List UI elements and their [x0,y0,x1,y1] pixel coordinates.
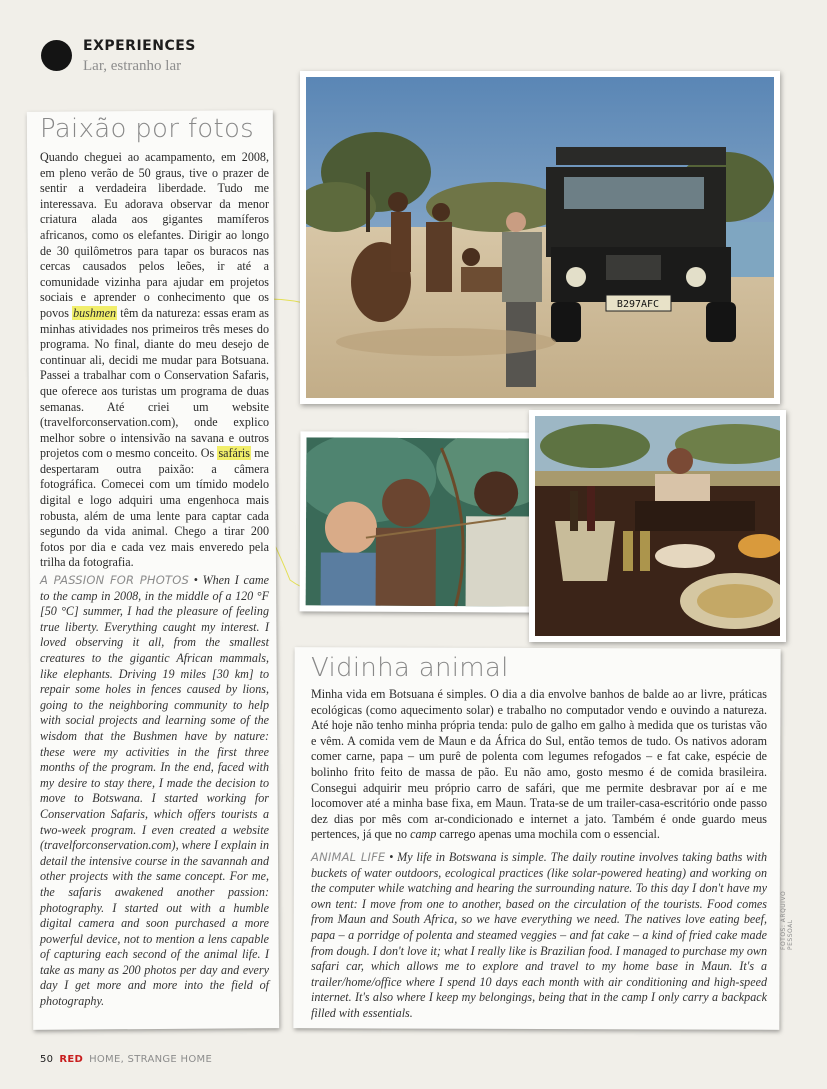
article-body-photos [40,150,269,1010]
archery-image [306,437,544,606]
footer-title: HOME, STRANGE HOME [89,1054,213,1065]
safari-truck-image [306,77,774,398]
article-title-animal: Vidinha animal [311,653,509,683]
article-body-animal [311,687,767,1021]
page-number: 50 [40,1054,54,1065]
en-paragraph: ANIMAL LIFE • My life in Botswana is simple. The daily routine involves taking baths with buckets of water outdoors, ecological practices (like solar-powered heating) and working on the computer while watching and hearing the surrounding nature. To this day I don't have my own tent: I move from one to another, based on the circulation of the tourists. Food comes from Maun and South Africa, so we have everything we need. The natives love eating beef, papa – a porridge of polenta and steamed veggies – and fat cake – a kind of fried cake made from dough. I don't love it; what I really like is Brazilian food. I managed to purchase my own safari car, which allows me to explore and travel to my home base in Maun. It's a trailer/home/office where I spend 10 days each month with air conditioning and high-speed internet. It's also where I keep my belongings, being that in the camp I only carry a backpack filled with essentials. [311,849,767,1020]
section-label: EXPERIENCES [83,38,196,54]
highlight-bushmen: bushmen [73,305,117,320]
license-plate-text: B297AFC [616,299,660,310]
photo-safari-truck [300,71,780,404]
highlight-safaris: safáris [218,446,251,461]
en-paragraph: A PASSION FOR PHOTOS • When I came to the camp in 2008, in the middle of a 120 °F [50 °C] summer, I had the pleasure of feeling true liberty. Everything caught my interest. I loved observing it all, from the smallest creatures to the gigantic African mammals, like elephants. Driving 19 miles [30 km] to repair some holes in fences caused by lions, going to the neighboring community to help with social projects and learning some of the wisdom that the Bushmen have by nature: these were my activities in the first three months of the program. In the end, faced with my desire to stay there, I made the decision to move to Botswana. I started working for Conservation Safaris, which offers tourists a two-week program. I even created a website (travelforconservation.com), where I explain in detail the intensive course in the savannah and other projects with the same concept. For me, the safaris awakened another passion: photography. I started out with a humble digital camera and soon purchased a more powerful device, not to mention a lens capable of capturing each second of the animal life. I take as many as 200 photos per day and every day I get more and more into the field of photography. [40,573,270,1009]
section-subtitle: Lar, estranho lar [83,58,182,74]
pt-paragraph: Quando cheguei ao acampamento, em 2008, em pleno verão de 50 graus, tive o prazer de sentir a verdadeira liberdade. Tudo me interessava. Eu adorava observar da menor criatura alada aos gigantes mamíferos africanos, como os elefantes. Dirigir ao longo de 30 quilômetros para tapar os buracos nas cercas causados pelos leões, ir até a comunidade vizinha para ajudar em projetos sociais e aprender o conhecimento que os povos bushmen têm da natureza: essas eram as minhas atividades nos primeiros três meses do programa. No final, diante do meu desejo de continuar ali, decidi me mudar para Botsuana. Passei a trabalhar com o Conservation Safaris, que oferece aos turistas um programa de duas semanas. Até criei um website (travelforconservation.com), onde explico melhor sobre o intensivão na savana e outros projetos com o mesmo conceito. Os safáris me despertaram outra paixão: a câmera fotográfica. Comecei com um tímido modelo digital e logo adquiri uma engenhoca mais robusta, além de uma lente para captar cada segundo da vida animal. Chego a tirar 200 fotos por dia e cada vez mais enveredo pela trilha da fotografia. [40,150,270,570]
photo-archery-lesson [300,431,550,612]
page-footer [40,1054,212,1065]
en-lead: A PASSION FOR PHOTOS [40,573,189,588]
magazine-name: RED [59,1054,84,1065]
en-lead: ANIMAL LIFE [311,849,386,864]
photo-bush-dinner [529,410,786,642]
pt-paragraph: Minha vida em Botsuana é simples. O dia a dia envolve banhos de balde ao ar livre, práticas ecológicas (como aquecimento solar) e trabalho no computador vendo e ouvindo a natureza. Até hoje não tenho minha própria tenda: pulo de galho em galho à medida que os turistas vão e vêm. A comida vem de Maun e da África do Sul, então temos de tudo. Os nativos adoram comer carne, papa – um purê de polenta com legumes refogados – e fat cake, espécie de bolinho frito feito de massa de pão. Eu não amo, gosto mesmo é de comida brasileira. Consegui adquirir meu próprio carro de safári, que me permite desbravar por aí e me locomover até a minha base fixa, em Maun. Trata-se de um trailer-casa-escritório onde passo dez dias por mês com ar-condicionado e internet a jato. Também é onde guardo meus pertences, já que no camp carrego apenas uma mochila com o essencial. [311,687,767,842]
dinner-image [535,416,780,636]
article-title-photos: Paixão por fotos [40,114,255,144]
photo-credit: FOTOS: ARQUIVO PESSOAL [780,890,794,950]
